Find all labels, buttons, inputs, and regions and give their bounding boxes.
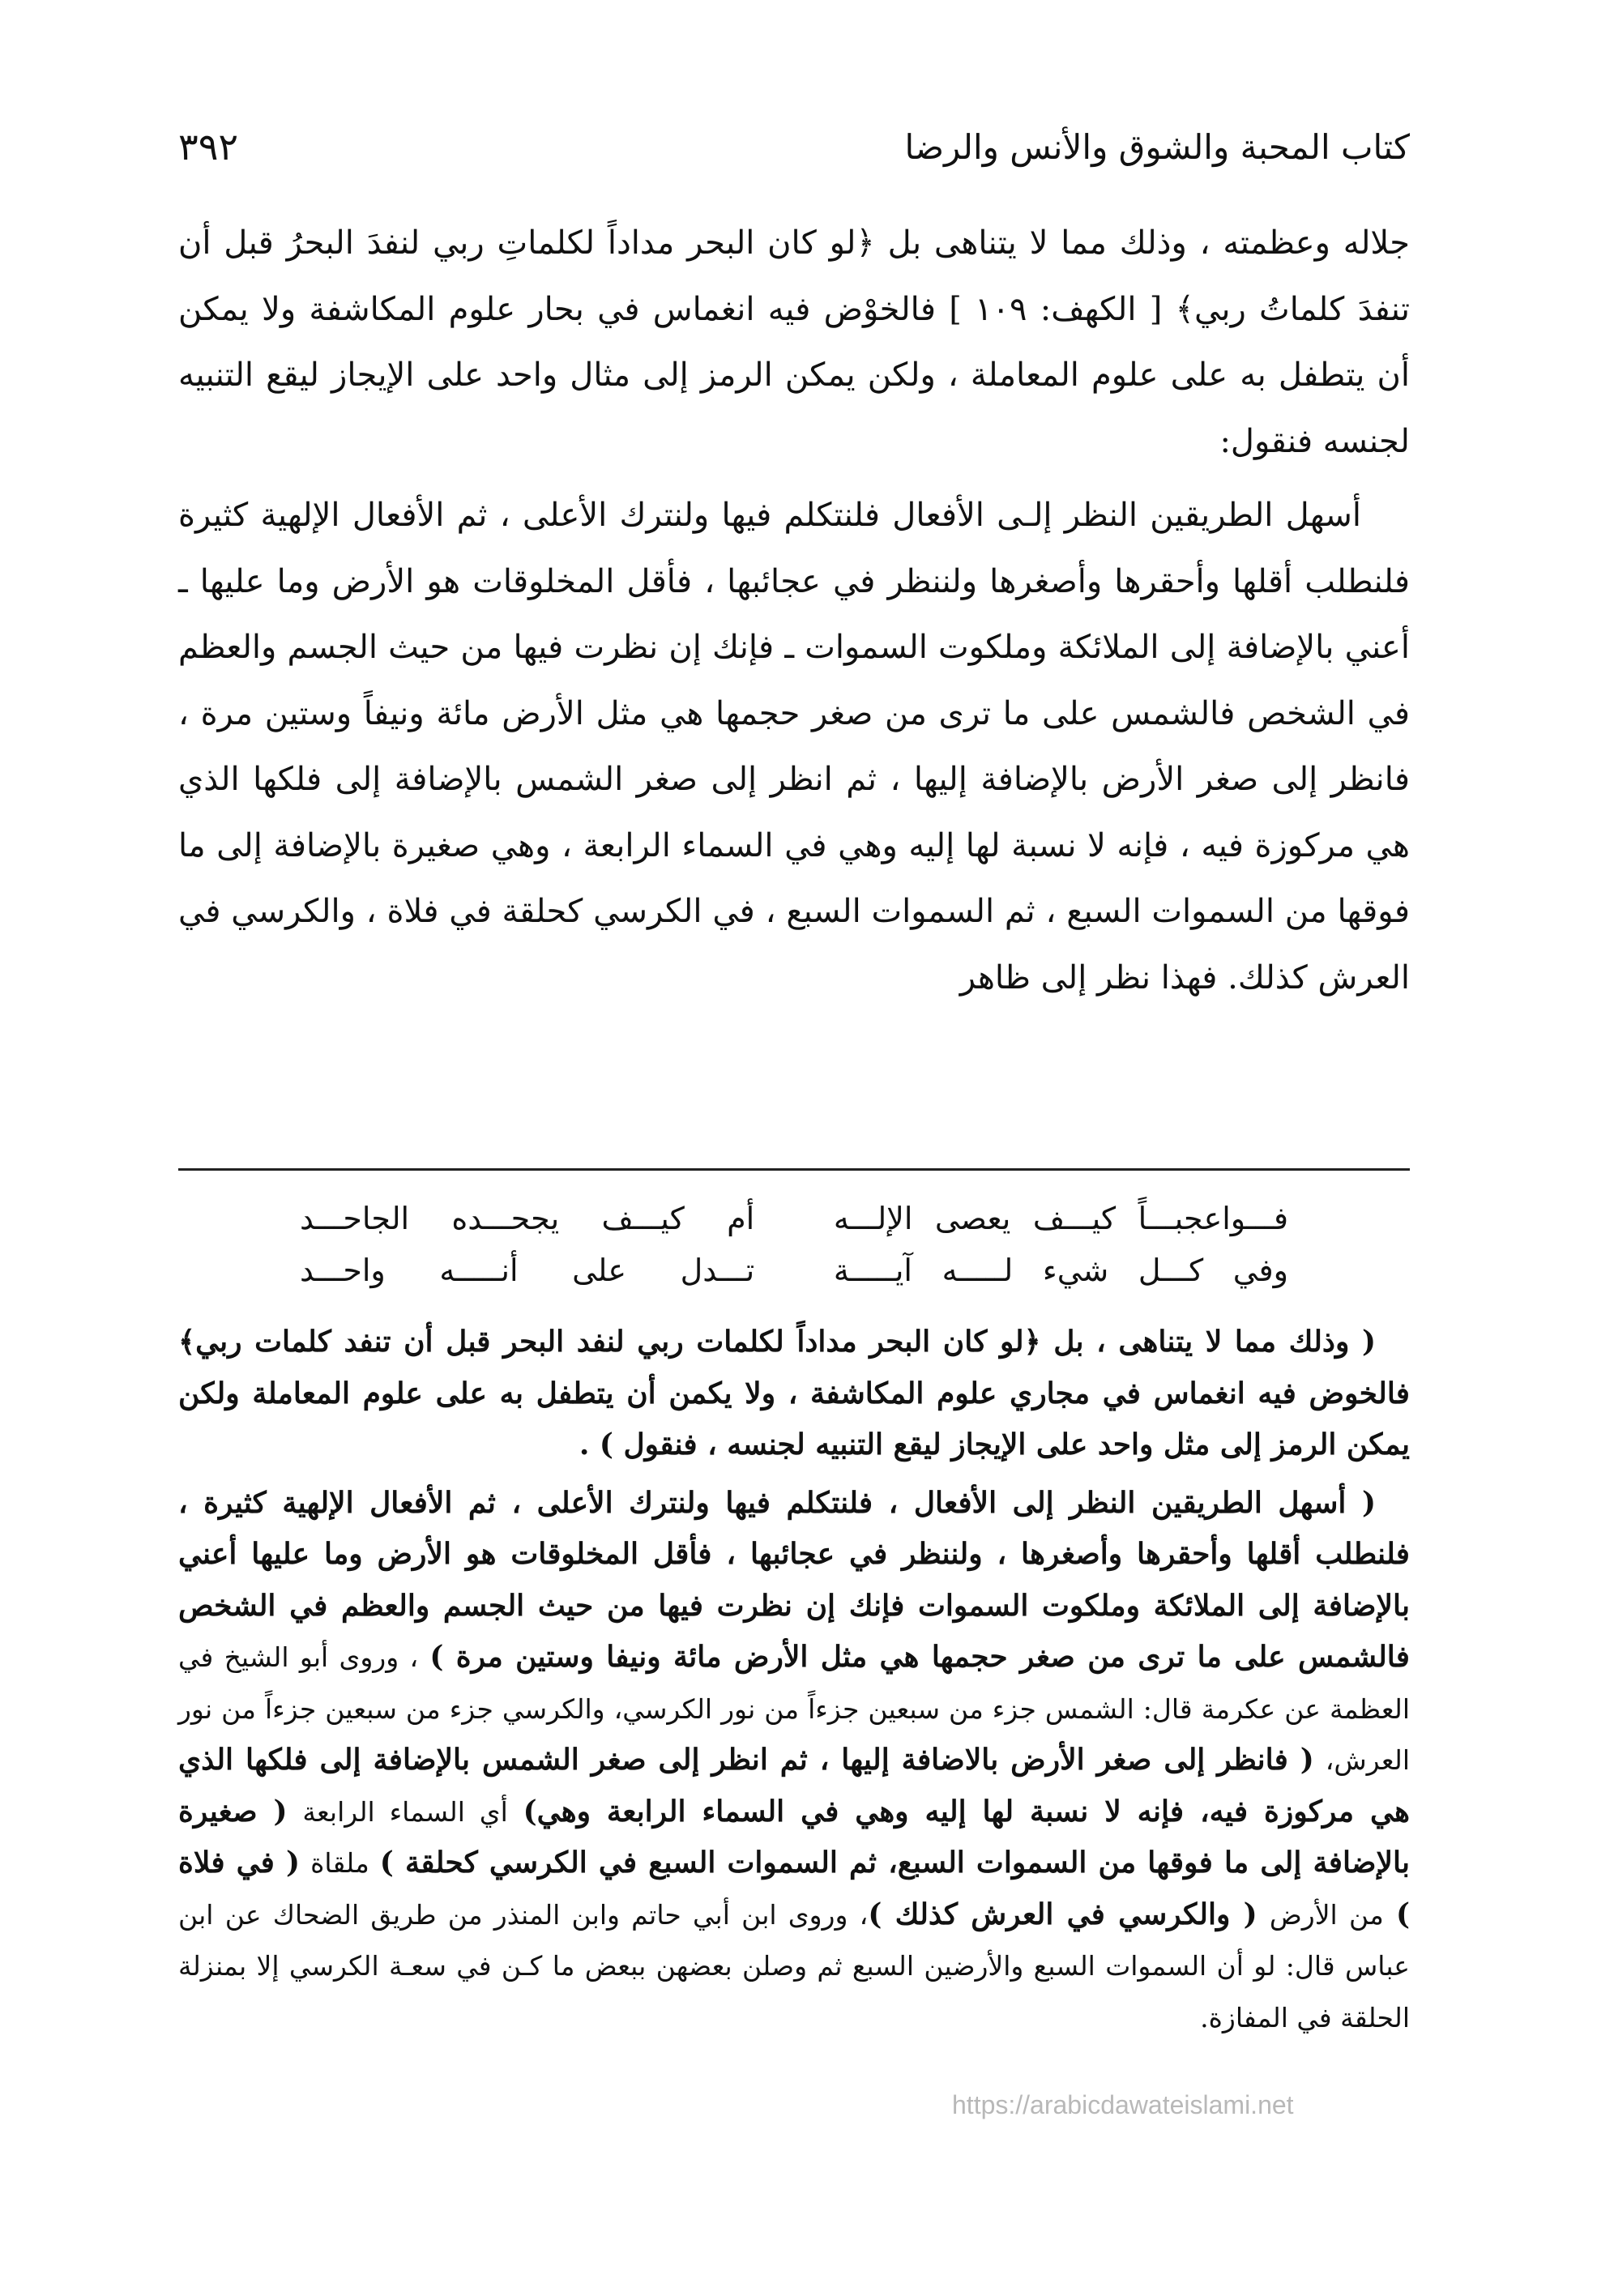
commentary-gloss: من الأرض bbox=[1269, 1898, 1384, 1931]
commentary-quote: ( والكرسي في العرش كذلك ) bbox=[868, 1897, 1257, 1931]
commentary-quote: ( في فلاة ) bbox=[178, 1846, 1410, 1931]
commentary-gloss: ، وروى ابن أبي حاتم وابن المنذر من طريق الضحاك عن ابن عباس قال: لو أن السموات السبع والأرضين السبع ثم وصلن بعضهن ببعض ما كـن في سعـة الكرسي إلا بمنزلة الحلقة في المفازة. bbox=[178, 1898, 1410, 2034]
poem-hemistich: فـــواعجبـــاً كيـــف يعصى الإلـــه bbox=[833, 1201, 1288, 1236]
poem-line bbox=[300, 1244, 1288, 1296]
poem-line bbox=[300, 1193, 1288, 1244]
commentary bbox=[178, 1317, 1410, 2050]
commentary-quote: ( فانظر إلى صغر الأرض بالاضافة إليها ، ثم انظر إلى صغر الشمس بالإضافة إلى فلكها الذي هي مركوزة فيه، فإنه لا نسبة لها إليه وهي في السماء الرابعة وهي) bbox=[178, 1743, 1410, 1829]
commentary-quote: ( صغيرة بالإضافة إلى ما فوقها من السموات السبع، ثم السموات السبع في الكرسي كحلقة ) bbox=[178, 1794, 1411, 1880]
commentary-gloss: ، وروى أبو الشيخ في العظمة عن عكرمة قال: الشمس جزء من سبعين جزءاً من نور الكرسي، والكرسي جزء من سبعين جزءاً من نور العرش، bbox=[178, 1641, 1410, 1776]
commentary-gloss: ملقاة bbox=[310, 1847, 369, 1879]
poem-hemistich: أم كيـــف يجحـــده الجاحـــد bbox=[300, 1201, 755, 1236]
page-title: كتاب المحبة والشوق والأنس والرضا bbox=[904, 126, 1410, 167]
main-paragraph-1: جلاله وعظمته ، وذلك مما لا يتناهى بل ﴿لو كان البحر مداداً لكلماتِ ربي لنفدَ البحرُ قبل أن تنفدَ كلماتُ ربي﴾ [ الكهف: ١٠٩ ] فالخوْض فيه انغماس في بحار علوم المكاشفة ولا يمكن أن يتطفل به على علوم المعاملة ، ولكن يمكن الرمز إلى مثال واحد على الإيجاز ليقع التنبيه لجنسه فنقول: bbox=[178, 224, 1410, 460]
main-text bbox=[178, 211, 1410, 1019]
commentary-quote: ( أسهل الطريقين النظر إلى الأفعال ، فلنتكلم فيها ولنترك الأعلى ، ثم الأفعال الإلهية كثيرة ، فلنطلب أقلها وأحقرها وأصغرها ، ولننظر في عجائبها ، فأقل المخلوقات هو الأرض وما عليها أعني بالإضافة إلى الملائكة وملكوت السموات فإنك إن نظرت فيها من حيث الجسم والعظم في الشخص فالشمس على ما ترى من صغر حجمها هي مثل الأرض مائة ونيفا وستين مرة ) bbox=[178, 1485, 1411, 1674]
divider-line bbox=[178, 1168, 1410, 1171]
poem-hemistich: تـــدل على أنـــــه واحـــد bbox=[300, 1253, 755, 1288]
poem bbox=[300, 1193, 1288, 1296]
commentary-gloss: أي السماء الرابعة bbox=[302, 1795, 508, 1828]
watermark-url: https://arabicdawateislami.net bbox=[952, 2090, 1294, 2119]
commentary-paragraph-1: ( وذلك مما لا يتناهى ، بل ﴿لو كان البحر مداداً لكلمات ربي لنفد البحر قبل أن تنفد كلمات ربي﴾ فالخوض فيه انغماس في مجاري علوم المكاشفة ، ولا يكمن أن يتطفل به على علوم المعاملة ولكن يمكن الرمز إلى مثل واحد على الإيجاز ليقع التنبيه لجنسه ، فنقول ) . bbox=[178, 1325, 1410, 1462]
page-header bbox=[178, 110, 1410, 183]
book-page bbox=[178, 97, 1410, 2220]
poem-hemistich: وفي كـــل شيء لـــــه آيـــــة bbox=[833, 1253, 1288, 1288]
commentary-paragraph-2 bbox=[178, 1478, 1410, 2044]
main-paragraph-2: أسهل الطريقين النظر إلـى الأفعال فلنتكلم فيها ولنترك الأعلى ، ثم الأفعال الإلهية كثيرة فلنطلب أقلها وأحقرها وأصغرها ولننظر في عجائبها ، فأقل المخلوقات هو الأرض وما عليها ـ أعني بالإضافة إلى الملائكة وملكوت السموات ـ فإنك إن نظرت فيها من حيث الجسم والعظم في الشخص فالشمس على ما ترى من صغر حجمها هي مثل الأرض مائة ونيفاً وستين مرة ، فانظر إلى صغر الأرض بالإضافة إليها ، ثم انظر إلى صغر الشمس بالإضافة إلى فلكها الذي هي مركوزة فيه ، فإنه لا نسبة لها إليه وهي في السماء الرابعة ، وهي صغيرة بالإضافة إلى ما فوقها من السموات السبع ، ثم السموات السبع ، في الكرسي كحلقة في فلاة ، والكرسي في العرش كذلك. فهذا نظر إلى ظاهر bbox=[178, 497, 1411, 996]
page-number: ٣٩٢ bbox=[178, 125, 239, 169]
